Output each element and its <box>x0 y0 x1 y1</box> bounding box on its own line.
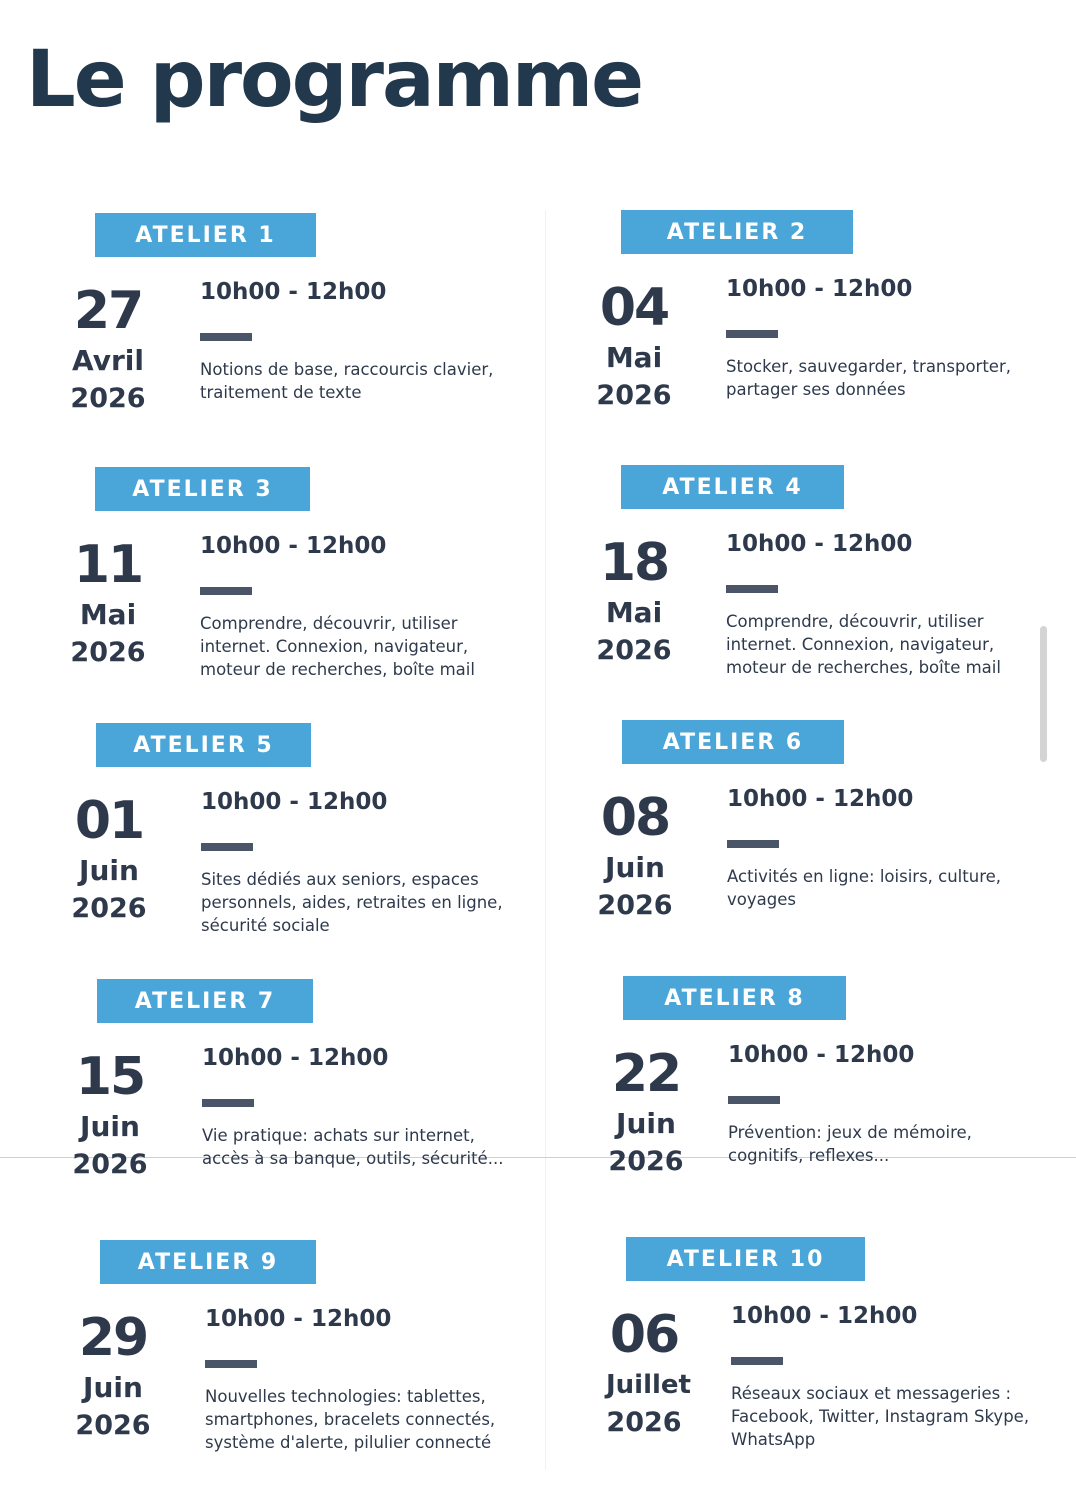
atelier-date <box>593 535 675 669</box>
date-month: Mai <box>79 598 137 631</box>
atelier-badge: ATELIER 9 <box>100 1240 316 1284</box>
atelier-10 <box>606 1237 1066 1487</box>
atelier-date <box>593 280 675 414</box>
atelier-description: Vie pratique: achats sur internet, accès à sa banque, outils, sécurité... <box>202 1126 504 1168</box>
atelier-8 <box>608 976 1063 1226</box>
separator-dash <box>727 840 779 848</box>
separator-dash <box>202 1099 254 1107</box>
atelier-time: 10h00 - 12h00 <box>731 1303 918 1329</box>
date-month: Juin <box>83 1371 143 1404</box>
atelier-6 <box>597 720 1062 970</box>
atelier-description: Activités en ligne: loisirs, culture, voyages <box>727 867 1002 909</box>
atelier-description: Comprendre, découvrir, utiliser internet. Connexion, navigateur, moteur de recherches, boîte mail <box>726 612 1001 677</box>
date-year: 2026 <box>608 1146 684 1177</box>
atelier-badge: ATELIER 3 <box>95 467 310 511</box>
date-month: Juillet <box>606 1370 691 1400</box>
date-day: 15 <box>75 1047 145 1107</box>
atelier-badge: ATELIER 8 <box>623 976 846 1020</box>
atelier-2 <box>596 210 1061 460</box>
atelier-badge: ATELIER 7 <box>97 979 313 1023</box>
atelier-date <box>72 1310 154 1444</box>
date-day: 29 <box>78 1308 148 1368</box>
separator-dash <box>728 1096 780 1104</box>
atelier-badge: ATELIER 4 <box>621 465 844 509</box>
date-month: Juin <box>79 854 139 887</box>
atelier-date <box>67 283 149 417</box>
atelier-date <box>605 1046 687 1180</box>
date-year: 2026 <box>75 1410 151 1441</box>
date-year: 2026 <box>597 890 673 921</box>
date-year: 2026 <box>72 1149 148 1180</box>
atelier-date <box>69 1049 151 1183</box>
date-month: Mai <box>605 341 663 374</box>
date-year: 2026 <box>70 383 146 414</box>
date-month: Juin <box>80 1110 140 1143</box>
date-day: 04 <box>599 278 669 338</box>
date-year: 2026 <box>596 635 672 666</box>
atelier-time: 10h00 - 12h00 <box>202 1045 389 1071</box>
date-day: 06 <box>609 1305 679 1365</box>
date-year: 2026 <box>596 380 672 411</box>
date-year: 2026 <box>71 893 147 924</box>
date-day: 18 <box>599 533 669 593</box>
date-day: 11 <box>73 535 143 595</box>
separator-dash <box>726 330 778 338</box>
date-month: Mai <box>605 596 663 629</box>
atelier-time: 10h00 - 12h00 <box>205 1306 392 1332</box>
atelier-badge: ATELIER 6 <box>622 720 844 764</box>
date-day: 22 <box>611 1044 681 1104</box>
atelier-description: Prévention: jeux de mémoire, cognitifs, reflexes... <box>728 1123 972 1165</box>
atelier-badge: ATELIER 1 <box>95 213 316 257</box>
atelier-description: Stocker, sauvegarder, transporter, partager ses données <box>726 357 1011 399</box>
atelier-date <box>67 537 149 671</box>
separator-dash <box>201 843 253 851</box>
date-month: Juin <box>605 851 665 884</box>
date-day: 01 <box>74 791 144 851</box>
atelier-description: Notions de base, raccourcis clavier, traitement de texte <box>200 360 494 402</box>
separator-dash <box>726 585 778 593</box>
atelier-date <box>68 793 150 927</box>
atelier-description: Sites dédiés aux seniors, espaces personnels, aides, retraites en ligne, sécurité sociale <box>201 870 503 935</box>
atelier-time: 10h00 - 12h00 <box>727 786 914 812</box>
atelier-description: Réseaux sociaux et messageries : Facebook, Twitter, Instagram Skype, WhatsApp <box>731 1384 1030 1449</box>
atelier-time: 10h00 - 12h00 <box>726 531 913 557</box>
date-month: Juin <box>616 1107 676 1140</box>
separator-dash <box>731 1357 783 1365</box>
column-divider <box>545 210 546 1470</box>
page-title: Le programme <box>26 35 643 125</box>
atelier-5 <box>71 723 536 973</box>
date-year: 2026 <box>70 637 146 668</box>
atelier-time: 10h00 - 12h00 <box>201 789 388 815</box>
separator-dash <box>200 587 252 595</box>
atelier-badge: ATELIER 2 <box>621 210 853 254</box>
separator-dash <box>205 1360 257 1368</box>
atelier-description: Comprendre, découvrir, utiliser internet. Connexion, navigateur, moteur de recherches, boîte mail <box>200 614 475 679</box>
date-month: Avril <box>72 344 144 377</box>
date-year: 2026 <box>606 1407 682 1438</box>
atelier-1 <box>70 213 535 463</box>
atelier-7 <box>72 979 537 1229</box>
atelier-date <box>606 1305 691 1441</box>
atelier-4 <box>596 465 1061 715</box>
atelier-description: Nouvelles technologies: tablettes, smartphones, bracelets connectés, système d'alerte, pilulier connecté <box>205 1387 496 1452</box>
atelier-time: 10h00 - 12h00 <box>200 279 387 305</box>
atelier-time: 10h00 - 12h00 <box>726 276 913 302</box>
atelier-time: 10h00 - 12h00 <box>200 533 387 559</box>
atelier-badge: ATELIER 10 <box>626 1237 865 1281</box>
separator-dash <box>200 333 252 341</box>
atelier-9 <box>75 1240 540 1490</box>
date-day: 08 <box>600 788 670 848</box>
atelier-date <box>594 790 676 924</box>
date-day: 27 <box>73 281 143 341</box>
atelier-3 <box>70 467 535 717</box>
atelier-badge: ATELIER 5 <box>96 723 311 767</box>
atelier-time: 10h00 - 12h00 <box>728 1042 915 1068</box>
